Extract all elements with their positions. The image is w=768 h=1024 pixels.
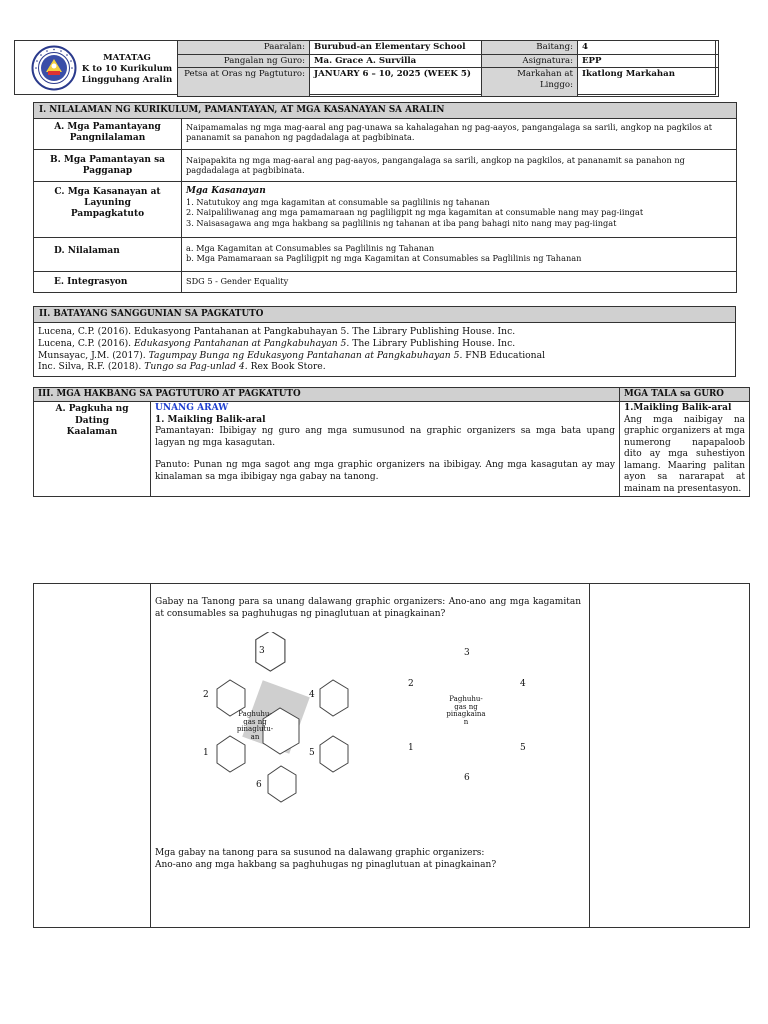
notes-heading: 1.Maikling Balik-aral xyxy=(624,402,732,413)
program-line-1: MATATAG xyxy=(103,53,151,63)
reference-title: Tagumpay Bunga ng Edukasyong Pantahanan at Pangkabuhayan 5. xyxy=(148,349,463,361)
integration-text: SDG 5 - Gender Equality xyxy=(182,271,737,292)
section-2-title: II. BATAYANG SANGGUNIAN SA PAGKATUTO xyxy=(34,307,736,323)
header xyxy=(14,40,716,95)
prior-knowledge-label-2: Dating xyxy=(74,415,110,426)
quarter-value: Ikatlong Markahan xyxy=(578,68,719,97)
reference-item xyxy=(38,350,731,362)
section-1-title: I. NILALAMAN NG KURIKULUM, PAMANTAYAN, AT MGA KASANAYAN SA ARALIN xyxy=(34,103,737,119)
section-3-table xyxy=(33,387,750,497)
radial-label-2[interactable]: 2 xyxy=(408,679,414,689)
teacher-value: Ma. Grace A. Survilla xyxy=(310,54,482,68)
performance-standards-label-1: B. Mga Pamantayan sa xyxy=(50,154,165,165)
program-line-3: Lingguhang Aralin xyxy=(81,75,173,86)
reference-item xyxy=(38,326,731,338)
radial-center-line: Paghuhu- xyxy=(449,695,483,703)
hex-center-label xyxy=(235,711,275,742)
radial-center-line: n xyxy=(463,718,469,727)
teacher-notes-title: MGA TALA sa GURO xyxy=(620,388,750,402)
prior-knowledge-label-1: A. Pagkuha ng xyxy=(55,403,129,414)
radial-label-6[interactable]: 6 xyxy=(464,773,470,783)
page-2-table xyxy=(33,583,750,928)
quarter-label-line-1: Markahan at xyxy=(517,69,573,80)
competencies-label-2: Layuning xyxy=(84,198,131,209)
references-cell xyxy=(34,322,736,376)
school-label: Paaralan: xyxy=(178,41,310,55)
reference-item xyxy=(38,338,731,350)
guide-question-2-line-2: Ano-ano ang mga hakbang sa paghuhugas ng pinaglutuan at pinagkainan? xyxy=(155,859,497,870)
prior-knowledge-label-3: Kaalaman xyxy=(66,427,118,438)
guide-question-1: Gabay na Tanong para sa unang dalawang graphic organizers: Ano-ano ang mga kagamitan at consumables sa paghuhugas ng pinaglutuan at pinagkainan? xyxy=(155,597,581,619)
competencies-cell xyxy=(182,181,737,237)
hex-label-6: 6 xyxy=(256,780,262,790)
performance-standards-label xyxy=(34,149,182,181)
page-2-label-cell xyxy=(34,584,151,928)
integration-label: E. Integrasyon xyxy=(34,271,182,292)
competency-item: 3. Naisasagawa ang mga hakbang sa paglilinis ng tahanan at iba pang bahagi nito nang may pag-iingat xyxy=(186,217,617,228)
hex-label-2: 2 xyxy=(203,690,209,700)
subject-value: EPP xyxy=(578,54,719,68)
grade-label: Baitang: xyxy=(482,41,578,55)
competencies-label-3: Pampagkatuto xyxy=(70,209,145,220)
reference-publisher: FNB Educational xyxy=(462,349,546,361)
guide-question-2-line-1: Mga gabay na tanong para sa susunod na dalawang graphic organizers: xyxy=(155,848,485,858)
hex-label-5: 5 xyxy=(309,748,315,758)
performance-standards-label-2: Pagganap xyxy=(82,166,133,177)
content-cell xyxy=(182,237,737,271)
program-line-2: K to 10 Kurikulum xyxy=(81,64,173,75)
hex-center-line: gas ng xyxy=(243,717,267,726)
school-value: Burubud-an Elementary School xyxy=(310,41,482,55)
content-item: a. Mga Kagamitan at Consumables sa Paglilinis ng Tahanan xyxy=(186,242,435,253)
standard-text: Pamantayan: Ibibigay ng guro ang mga sumusunod na graphic organizers sa mga bata upang lagyan ng mga kasagutan. xyxy=(155,426,615,448)
teacher-notes-cell xyxy=(620,401,750,496)
content-standards-label-1: A. Mga Pamantayang xyxy=(54,121,161,132)
reference-title: Tungo sa Pag-unlad 4. xyxy=(144,361,248,373)
hex-label-3: 3 xyxy=(259,646,265,656)
date-label: Petsa at Oras ng Pagtuturo: xyxy=(178,68,310,97)
section-2-table xyxy=(33,306,736,377)
reference-publisher: The Library Publishing House. Inc. xyxy=(349,337,516,349)
quarter-label-line-2: Linggo: xyxy=(539,80,573,91)
reference-publisher: Rex Book Store. xyxy=(247,361,326,373)
hex-label-4: 4 xyxy=(309,690,315,700)
prior-knowledge-label xyxy=(34,401,151,496)
radial-label-1[interactable]: 1 xyxy=(408,743,414,753)
content-item: b. Mga Pamamaraan sa Pagliligpit ng mga Kagamitan at Consumables sa Paglilinis ng Tahanan xyxy=(186,253,582,264)
reference-text: Lucena, C.P. (2016). xyxy=(38,337,135,349)
competencies-label-1: C. Mga Kasanayan at xyxy=(54,186,161,197)
hexagon-labels xyxy=(161,632,381,812)
quarter-label xyxy=(482,68,578,97)
reference-item xyxy=(38,361,731,373)
review-heading: 1. Maikling Balik-aral xyxy=(155,414,266,425)
radial-organizer xyxy=(401,644,551,794)
reference-text: Munsayac, J.M. (2017). xyxy=(38,349,149,361)
hex-center-line: pinaglutu- xyxy=(236,725,274,734)
radial-center-line: pinagkaina xyxy=(446,710,486,719)
day-heading: UNANG ARAW xyxy=(155,402,229,413)
content-standards-label xyxy=(34,118,182,149)
lesson-cell xyxy=(151,401,620,496)
hex-label-1: 1 xyxy=(203,748,209,758)
radial-center-label xyxy=(441,696,491,727)
program-title xyxy=(77,53,177,87)
date-value: JANUARY 6 – 10, 2025 (WEEK 5) xyxy=(310,68,482,97)
instructions-text: Panuto: Punan ng mga sagot ang mga graphic organizers na ibibigay. Ang mga kasagutan ay may kinalaman sa mga ibibigay nga gabay na tanong. xyxy=(155,460,615,482)
grade-value: 4 xyxy=(578,41,719,55)
reference-title: Edukasyong Pantahanan at Pangkabuhayan 5. xyxy=(134,337,350,349)
section-3-title: III. MGA HAKBANG SA PAGTUTURO AT PAGKATUTO xyxy=(34,388,620,402)
deped-seal-logo xyxy=(31,45,77,91)
teacher-label: Pangalan ng Guro: xyxy=(178,54,310,68)
reference-text: Lucena, C.P. (2016). Edukasyong Pantahanan at Pangkabuhayan 5. The Library Publishing House. Inc. xyxy=(38,325,516,337)
radial-label-4[interactable]: 4 xyxy=(520,679,526,689)
radial-center-line: gas ng xyxy=(454,702,478,711)
content-label: D. Nilalaman xyxy=(34,237,182,271)
competency-item: 2. Naipaliliwanag ang mga pamamaraan ng pagliligpit ng mga kagamitan at consumable nang may pag-iingat xyxy=(186,207,644,218)
content-standards-text: Naipamamalas ng mga mag-aaral ang pag-unawa sa kahalagahan ng pag-aayos, pangangalaga sa sarili, angkop na pagkilos at pananamit sa panahon ng pagdadalaga at pagbibinata. xyxy=(182,118,737,149)
competencies-heading: Mga Kasanayan xyxy=(186,185,266,196)
page-2-notes-cell xyxy=(590,584,750,928)
header-info-table xyxy=(177,40,719,97)
subject-label: Asignatura: xyxy=(482,54,578,68)
hex-center-line: Paghuhu- xyxy=(238,710,272,718)
competency-item: 1. Natutukoy ang mga kagamitan at consumable sa paglilinis ng tahanan xyxy=(186,197,490,208)
hex-center-line: an xyxy=(250,733,260,742)
competencies-label xyxy=(34,181,182,237)
reference-text: Inc. Silva, R.F. (2018). xyxy=(38,361,145,373)
radial-label-5[interactable]: 5 xyxy=(520,743,526,753)
content-standards-label-2: Pangnilalaman xyxy=(69,133,146,144)
radial-label-3[interactable]: 3 xyxy=(464,648,470,658)
performance-standards-text: Naipapakita ng mga mag-aaral ang pag-aayos, pangangalaga sa sarili, angkop na pagkilos, at pananamit sa panahon ng pagdadalaga at pagbibinata. xyxy=(182,149,737,181)
guide-question-2 xyxy=(155,848,581,871)
notes-text: Ang mga naibigay na graphic organizers at mga numerong napapaloob dito ay mga suhestiyon lamang. Maaring palitan ayon sa nararapat at mainam na presentasyon. xyxy=(624,414,745,494)
page-2-content-cell xyxy=(151,584,590,928)
section-1-table xyxy=(33,102,737,293)
